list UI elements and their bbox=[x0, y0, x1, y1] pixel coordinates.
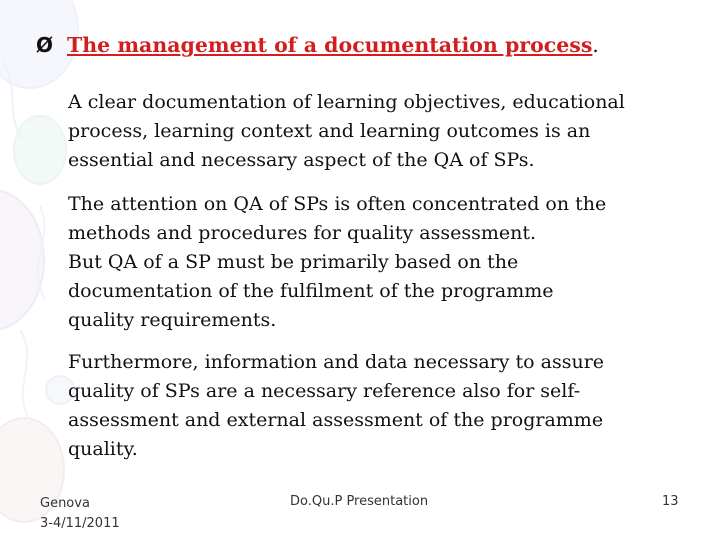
paragraph-line: Furthermore, information and data necessary to assure bbox=[68, 351, 605, 373]
paragraph-furthermore bbox=[68, 348, 698, 464]
balloon-shape bbox=[0, 190, 44, 330]
slide-title: The management of a documentation process bbox=[67, 33, 593, 57]
balloon-string bbox=[20, 330, 30, 420]
slide-title-row bbox=[36, 33, 706, 57]
paragraph-line: A clear documentation of learning objectives, educational bbox=[68, 91, 625, 113]
paragraph-line: But QA of a SP must be primarily based on the bbox=[68, 251, 519, 273]
paragraph-line: process, learning context and learning outcomes is an bbox=[68, 120, 591, 142]
paragraph-line: quality requirements. bbox=[68, 309, 277, 331]
paragraph-line: essential and necessary aspect of the QA of SPs. bbox=[68, 149, 535, 171]
paragraph-line: quality. bbox=[68, 438, 138, 460]
arrow-bullet-icon: Ø bbox=[36, 33, 54, 57]
paragraph-line: The attention on QA of SPs is often concentrated on the bbox=[68, 193, 607, 215]
footer-date: 3-4/11/2011 bbox=[40, 516, 120, 531]
page-number: 13 bbox=[662, 494, 679, 509]
title-punctuation: . bbox=[592, 33, 599, 57]
paragraph-documentation bbox=[68, 88, 698, 175]
paragraph-line: assessment and external assessment of the programme bbox=[68, 409, 604, 431]
paragraph-attention bbox=[68, 190, 698, 335]
footer-presentation-name: Do.Qu.P Presentation bbox=[290, 494, 429, 509]
balloon-shape bbox=[14, 116, 66, 184]
paragraph-line: methods and procedures for quality assessment. bbox=[68, 222, 537, 244]
paragraph-line: documentation of the fulfilment of the programme bbox=[68, 280, 554, 302]
footer-location-date bbox=[40, 494, 120, 534]
footer-location: Genova bbox=[40, 496, 90, 511]
paragraph-line: quality of SPs are a necessary reference also for self- bbox=[68, 380, 581, 402]
